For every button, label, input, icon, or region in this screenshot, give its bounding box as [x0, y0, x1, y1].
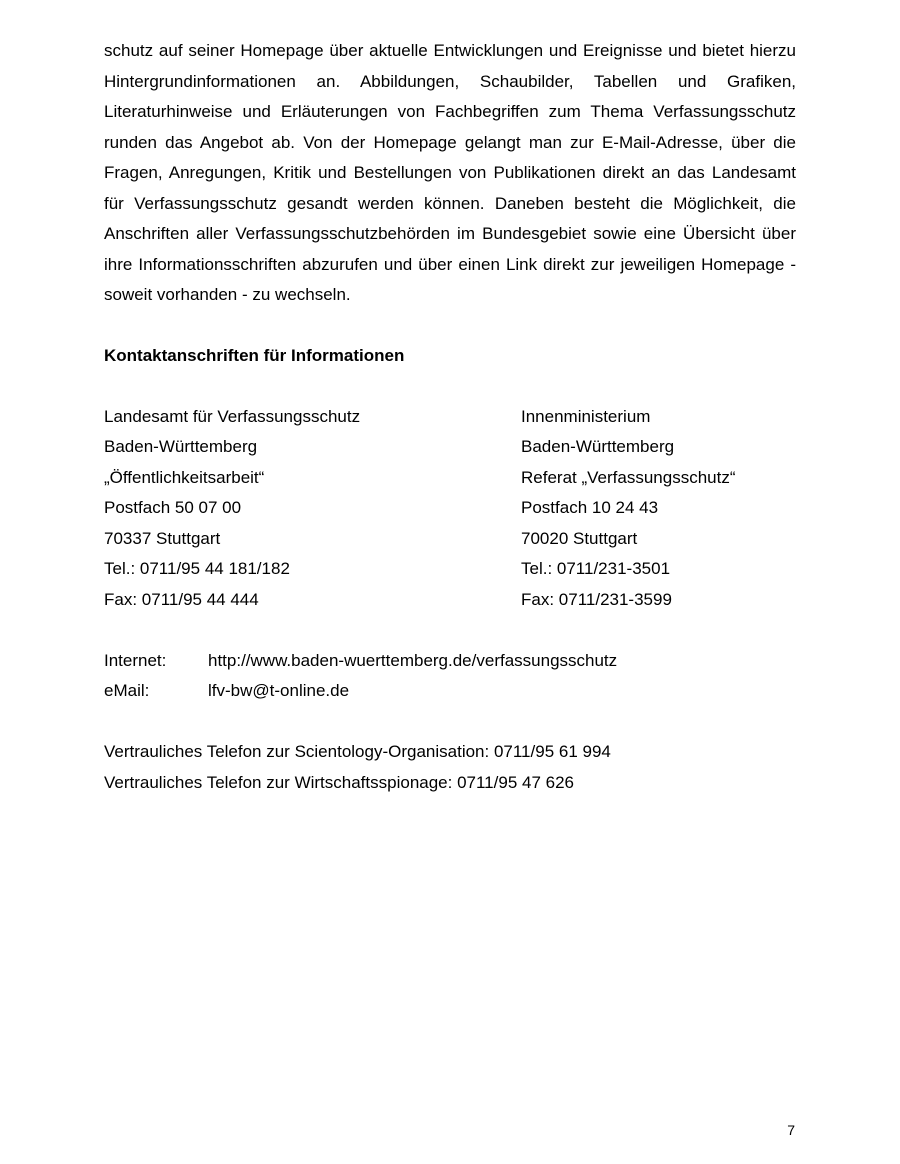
address-line: „Öffentlichkeitsarbeit“ [104, 467, 265, 487]
internet-url[interactable]: http://www.baden-wuerttemberg.de/verfassungsschutz [208, 650, 618, 670]
address-line: Innenministerium [521, 406, 651, 426]
contact-addresses [104, 402, 796, 616]
address-line: Postfach 10 24 43 [521, 498, 659, 517]
address-phone: Tel.: 0711/231-3501 [521, 559, 671, 578]
address-line: Baden-Württemberg [104, 437, 258, 456]
espionage-phone: Vertrauliches Telefon zur Wirtschaftsspionage: 0711/95 47 626 [104, 772, 574, 792]
body-paragraph: schutz auf seiner Homepage über aktuelle Entwicklungen und Ereignisse und bietet hierzu Hintergrundinformationen an. Abbildungen, Schaubilder, Tabellen und Grafiken, Literaturhinweise und Erläuterungen von Fachbegriffen zum Thema Verfassungsschutz runden das Angebot ab. Von der Homepage gelangt man zur E-Mail-Adresse, über die Fragen, Anregungen, Kritik und Bestellungen von Publikationen direkt an das Landesamt für Verfassungsschutz gesandt werden können. Daneben besteht die Möglichkeit, die Anschriften aller Verfassungsschutzbehörden im Bundesgebiet sowie eine Übersicht über ihre Informationsschriften abzurufen und über einen Link direkt zur jeweiligen Homepage - soweit vorhanden - zu wechseln. [104, 41, 796, 304]
address-line: Landesamt für Verfassungsschutz [104, 406, 361, 426]
address-line: 70337 Stuttgart [104, 528, 221, 548]
section-heading: Kontaktanschriften für Informationen [104, 345, 405, 365]
page-number: 7 [787, 1122, 795, 1138]
email-address[interactable]: lfv-bw@t-online.de [208, 681, 350, 700]
address-line: Postfach 50 07 00 [104, 498, 242, 517]
scientology-phone: Vertrauliches Telefon zur Scientology-Organisation: 0711/95 61 994 [104, 742, 611, 761]
confidential-phones [104, 737, 796, 798]
email-label: eMail: [104, 681, 150, 700]
address-line: Referat „Verfassungsschutz“ [521, 467, 736, 487]
internet-row [104, 646, 796, 677]
internet-label: Internet: [104, 650, 167, 670]
address-innenministerium [521, 402, 796, 616]
address-phone: Tel.: 0711/95 44 181/182 [104, 559, 290, 578]
address-fax: Fax: 0711/95 44 444 [104, 589, 259, 609]
address-line: Baden-Württemberg [521, 437, 675, 456]
address-landesamt [104, 402, 521, 616]
online-contacts [104, 646, 796, 707]
email-row [104, 676, 796, 707]
document-page [104, 36, 796, 798]
address-fax: Fax: 0711/231-3599 [521, 589, 672, 609]
address-line: 70020 Stuttgart [521, 528, 638, 548]
